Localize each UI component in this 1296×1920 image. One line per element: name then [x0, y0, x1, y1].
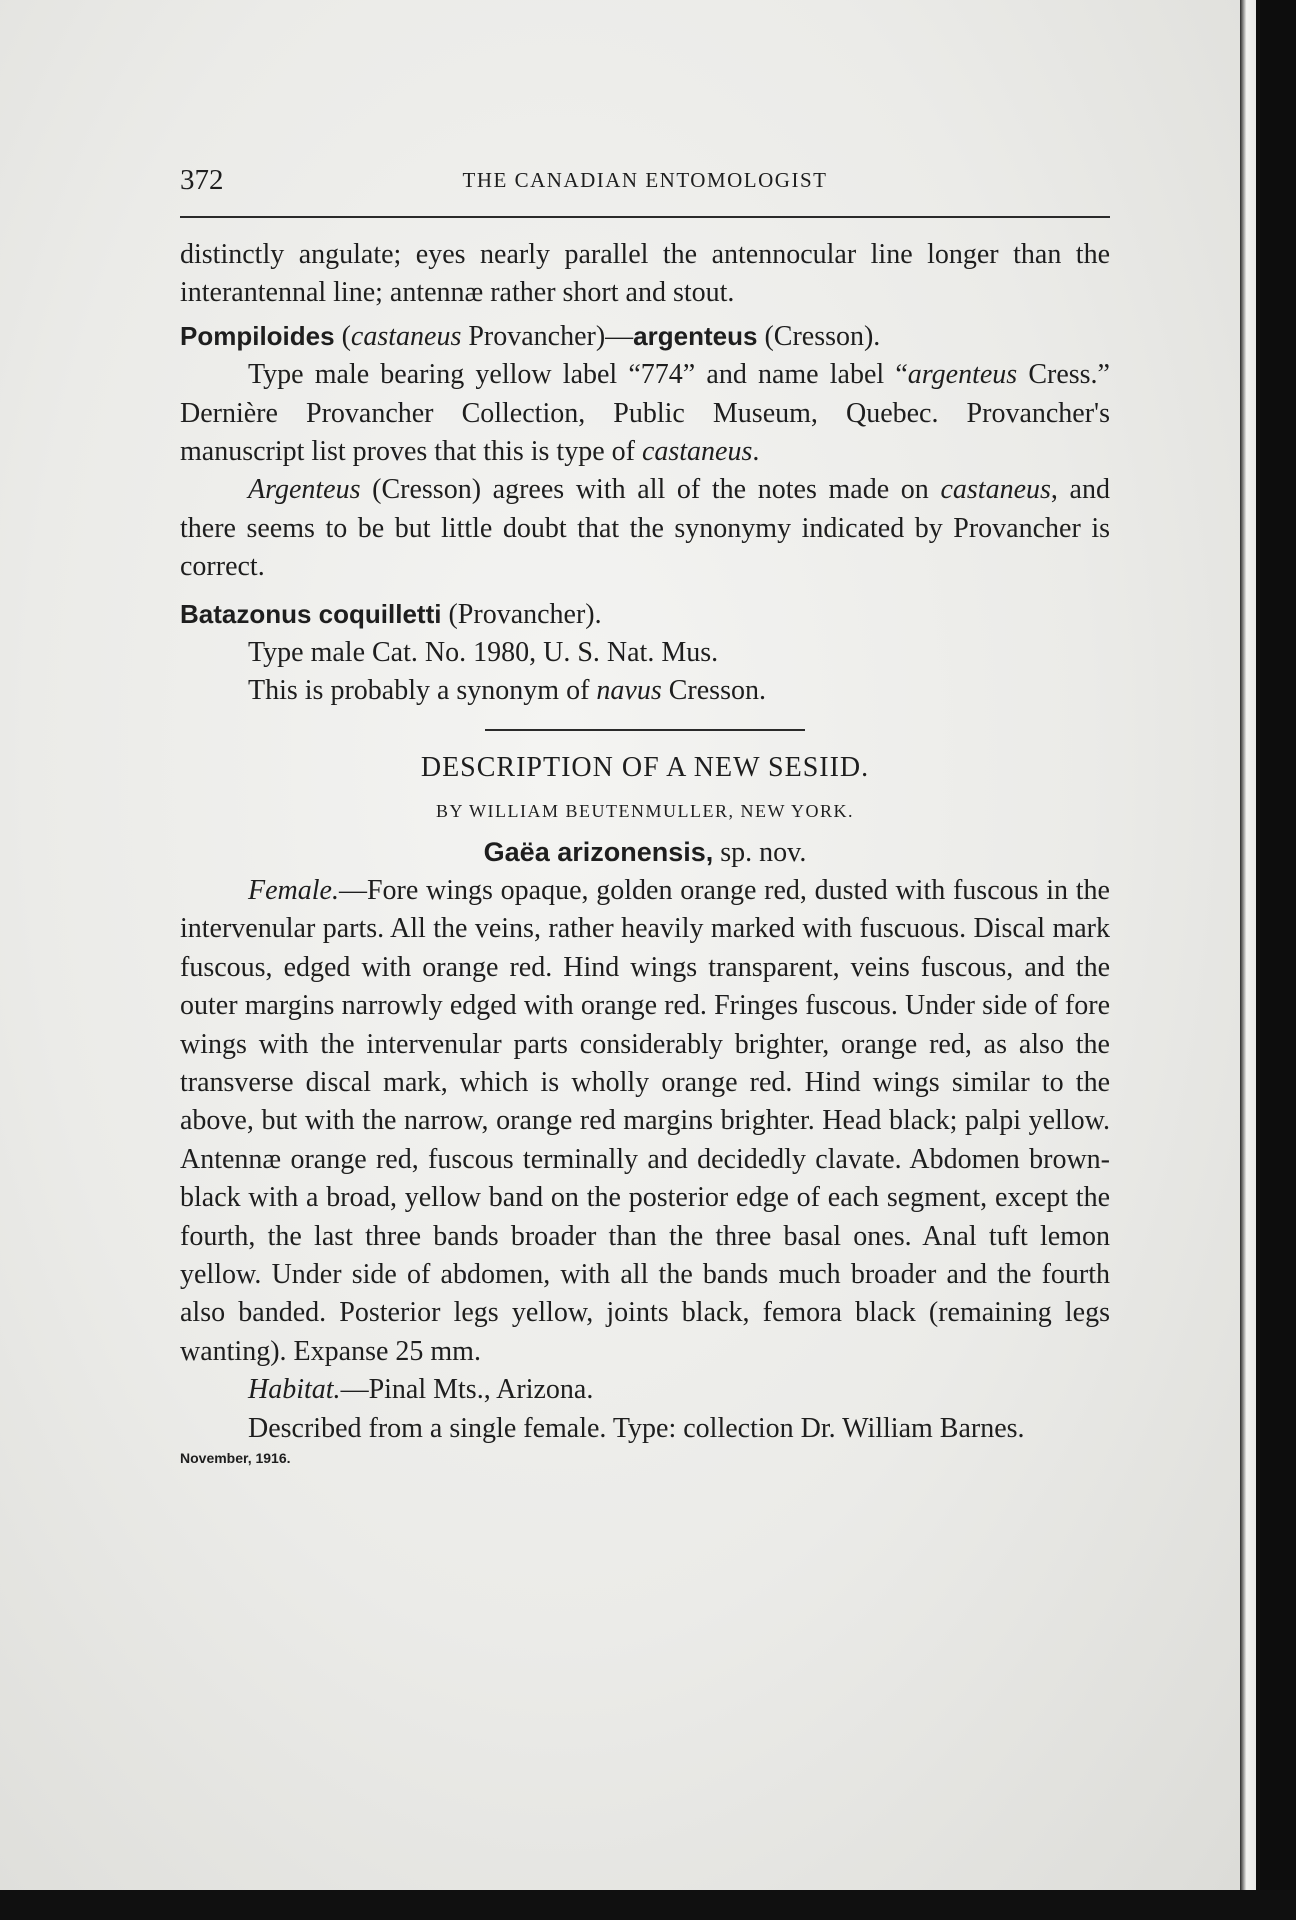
entry-batazonus-heading: Batazonus coquilletti (Provancher).	[180, 598, 602, 630]
entry-batazonus-type: Type male Cat. No. 1980, U. S. Nat. Mus.	[248, 637, 719, 669]
article-byline: BY WILLIAM BEUTENMULLER, NEW YORK.	[436, 800, 854, 821]
section-separator	[485, 729, 805, 731]
article-title: DESCRIPTION OF A NEW SESIID.	[420, 751, 870, 783]
entry-batazonus-note: This is probably a synonym of navus Cresson.	[248, 675, 766, 707]
genus-name: Pompiloides	[180, 320, 335, 351]
scan-border	[0, 1890, 1296, 1920]
header-rule	[180, 216, 1110, 218]
page-edge	[1240, 0, 1256, 1890]
species-heading: Gaëa arizonensis, sp. nov.	[483, 836, 807, 868]
batazonus-name: Batazonus coquilletti	[180, 598, 442, 629]
page-number: 372	[180, 164, 224, 196]
described-line: Described from a single female. Type: collection Dr. William Barnes.	[248, 1412, 1025, 1444]
page-header	[180, 160, 1110, 200]
female-description: Female.—Fore wings opaque, golden orange red, dusted with fuscous in the intervenular parts. All the veins, rather heavily marked with fuscuous. Discal mark fuscous, edged with orange red. Hind wings transparent, veins fuscous, and the outer margins narrowly edged with orange red. Fringes fuscous. Under side of fore wings with the intervenular parts considerably brighter, orange red, as also the transverse discal mark, which is wholly orange red. Hind wings similar to the above, but with the narrow, orange red margins brighter. Head black; palpi yellow. Antennæ orange red, fuscous terminally and decidedly clavate. Abdomen brown-black with a broad, yellow band on the posterior edge of each segment, except the fourth, the last three bands broader than the three basal ones. Anal tuft lemon yellow. Under side of abdomen, with all the bands much broader and the fourth also banded. Posterior legs yellow, joints black, femora black (remaining legs wanting). Expanse 25 mm.	[180, 874, 1110, 1367]
intro-paragraph: distinctly angulate; eyes nearly parallel the antennocular line longer than the interantennal line; antennæ rather short and stout.	[180, 239, 1110, 309]
habitat-line: Habitat.—Pinal Mts., Arizona.	[248, 1374, 594, 1406]
synonym-name: castaneus	[350, 320, 462, 352]
running-head: THE CANADIAN ENTOMOLOGIST	[462, 168, 828, 192]
species-name: argenteus	[633, 320, 758, 351]
entry-pompiloides-notes-paragraph: Argenteus (Cresson) agrees with all of the notes made on castaneus, and there seems to be but little doubt that the synonymy indicated by Provancher is correct.	[180, 474, 1110, 583]
footer-date: November, 1916.	[180, 1449, 291, 1466]
entry-pompiloides-type-paragraph: Type male bearing yellow label “774” and name label “argenteus Cress.” Dernière Provancher Collection, Public Museum, Quebec. Provancher's manuscript list proves that this is type of castaneus.	[180, 359, 1110, 468]
entry-pompiloides-heading: Pompiloides (castaneus Provancher)—argenteus (Cresson).	[180, 320, 881, 352]
page-content	[180, 160, 1110, 1468]
